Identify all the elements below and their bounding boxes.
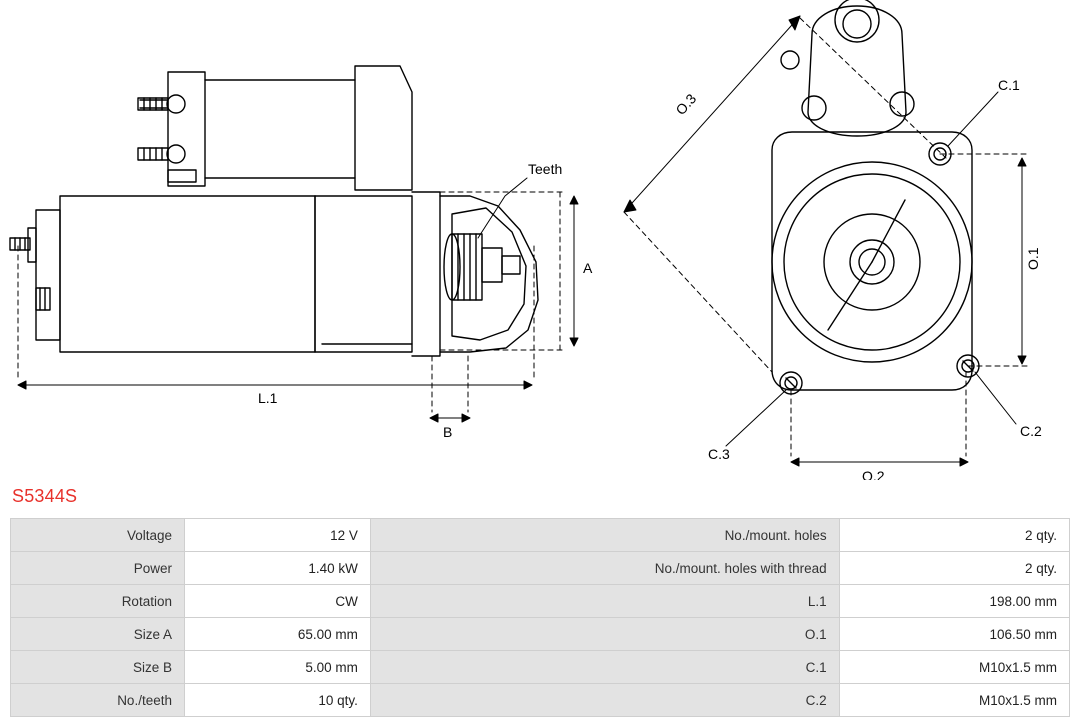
spec-label: L.1 — [370, 585, 839, 618]
spec-label: C.2 — [370, 684, 839, 717]
spec-label: Power — [11, 552, 185, 585]
spec-value: 5.00 mm — [184, 651, 370, 684]
side-view-outline — [10, 66, 538, 356]
spec-value: 10 qty. — [184, 684, 370, 717]
front-view-outline — [772, 0, 979, 394]
spec-value: 12 V — [184, 519, 370, 552]
spec-label: Size A — [11, 618, 185, 651]
spec-value: M10x1.5 mm — [839, 684, 1069, 717]
label-o3: O.3 — [672, 90, 700, 119]
label-o1: O.1 — [1025, 247, 1041, 270]
table-row — [11, 519, 1070, 552]
spec-label: No./mount. holes with thread — [370, 552, 839, 585]
spec-value: M10x1.5 mm — [839, 651, 1069, 684]
label-c3: C.3 — [708, 446, 730, 462]
spec-label: O.1 — [370, 618, 839, 651]
label-size-b: B — [443, 424, 453, 440]
callout-c3 — [726, 390, 786, 446]
spec-label: No./mount. holes — [370, 519, 839, 552]
table-row — [11, 585, 1070, 618]
table-row — [11, 618, 1070, 651]
spec-label: C.1 — [370, 651, 839, 684]
label-c1: C.1 — [998, 77, 1020, 93]
callout-c1 — [948, 92, 998, 146]
label-o2: O.2 — [862, 468, 885, 480]
specifications-table — [10, 518, 1070, 717]
spec-label: Size B — [11, 651, 185, 684]
dimension-o3 — [624, 16, 946, 372]
spec-value: 2 qty. — [839, 519, 1069, 552]
spec-value: CW — [184, 585, 370, 618]
spec-value: 1.40 kW — [184, 552, 370, 585]
label-teeth: Teeth — [528, 161, 563, 177]
dimension-l1 — [18, 246, 534, 389]
dimension-b — [430, 356, 470, 422]
dimension-o1 — [940, 154, 1030, 366]
spec-value: 2 qty. — [839, 552, 1069, 585]
table-row — [11, 684, 1070, 717]
label-l1: L.1 — [258, 390, 278, 406]
spec-label: No./teeth — [11, 684, 185, 717]
callout-c2 — [975, 372, 1016, 424]
dimension-o2 — [791, 372, 968, 466]
spec-label: Voltage — [11, 519, 185, 552]
spec-value: 65.00 mm — [184, 618, 370, 651]
spec-value: 198.00 mm — [839, 585, 1069, 618]
label-c2: C.2 — [1020, 423, 1042, 439]
spec-label: Rotation — [11, 585, 185, 618]
table-row — [11, 651, 1070, 684]
part-number: S5344S — [12, 486, 78, 506]
table-row — [11, 552, 1070, 585]
label-size-a: A — [583, 260, 593, 276]
dimension-a — [440, 192, 578, 350]
spec-value: 106.50 mm — [839, 618, 1069, 651]
